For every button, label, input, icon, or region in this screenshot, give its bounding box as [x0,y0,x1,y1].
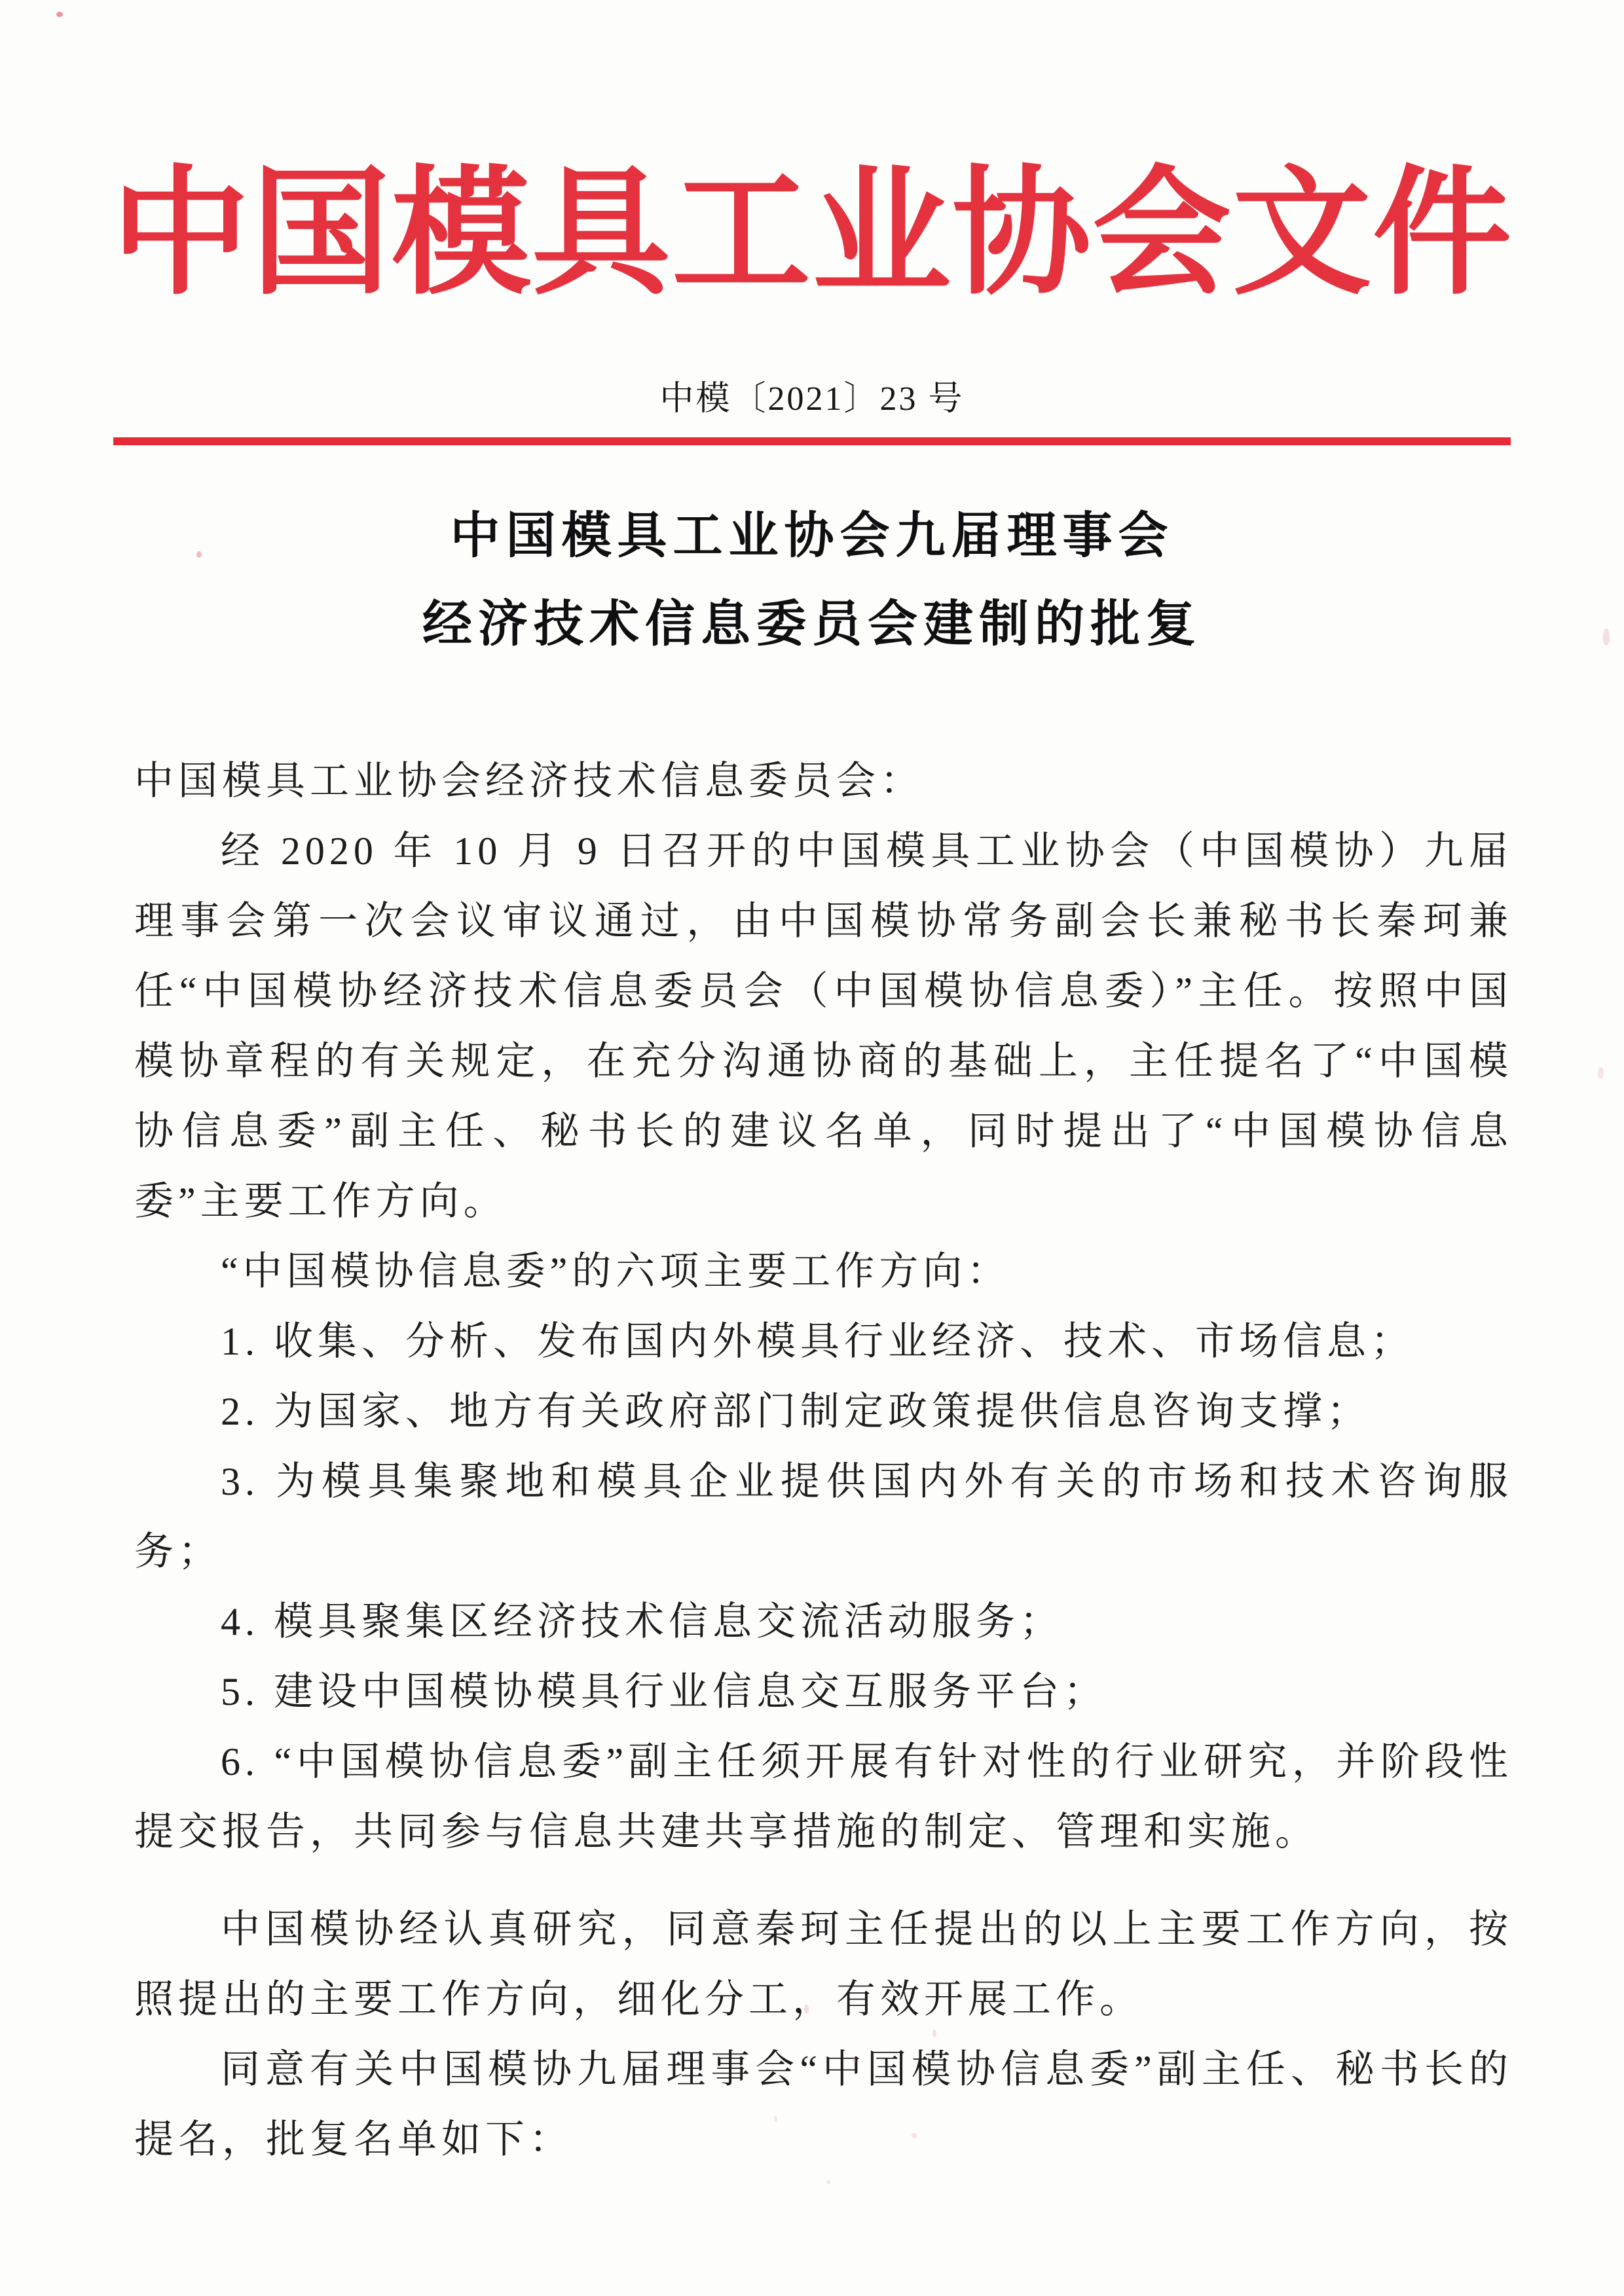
paragraph: 6. “中国模协信息委”副主任须开展有针对性的行业研究，并阶段性提交报告，共同参与信息共建共享措施的制定、管理和实施。 [134,1740,1513,1853]
document-title-line2: 经济技术信息委员会建制的批复 [422,597,1202,652]
header-divider-rule [113,437,1511,445]
paragraph: 2. 为国家、地方有关政府部门制定政策提供信息咨询支撑； [221,1390,1371,1433]
scan-speckle [826,2180,830,2184]
paragraph: 同意有关中国模协九届理事会“中国模协信息委”副主任、秘书长的提名，批复名单如下： [134,2048,1513,2161]
document-title-line1: 中国模具工业协会九届理事会 [450,509,1174,564]
scan-speckle [1598,1067,1604,1079]
document-number: 中模〔2021〕23 号 [659,380,965,418]
paragraph: “中国模协信息委”的六项主要工作方向： [221,1250,1011,1293]
paragraph: 5. 建设中国模协模具行业信息交互服务平台； [221,1670,1107,1713]
paragraph: 3. 为模具集聚地和模具企业提供国内外有关的市场和技术咨询服务； [134,1460,1513,1573]
paragraph: 1. 收集、分析、发布国内外模具行业经济、技术、市场信息； [221,1320,1414,1363]
salutation: 中国模具工业协会经济技术信息委员会： [134,759,924,803]
document-title [0,492,1624,669]
document-header-title: 中国模具工业协会文件 [111,157,1513,311]
body-paragraphs [134,816,1513,2175]
paragraph: 经 2020 年 10 月 9 日召开的中国模具工业协会（中国模协）九届理事会第一次会议审议通过，由中国模协常务副会长兼秘书长秦珂兼任“中国模协经济技术信息委员会（中国模协信息委）”主任。按照中国模协章程的有关规定，在充分沟通协商的基础上，主任提名了“中国模协信息委”副主任、秘书长的建议名单，同时提出了“中国模协信息委”主要工作方向。 [134,829,1513,1223]
paragraph: 中国模协经认真研究，同意秦珂主任提出的以上主要工作方向，按照提出的主要工作方向，细化分工，有效开展工作。 [134,1908,1513,2021]
scan-speckle [56,12,63,17]
document-body [134,746,1513,2175]
paragraph: 4. 模具聚集区经济技术信息交流活动服务； [221,1600,1063,1643]
